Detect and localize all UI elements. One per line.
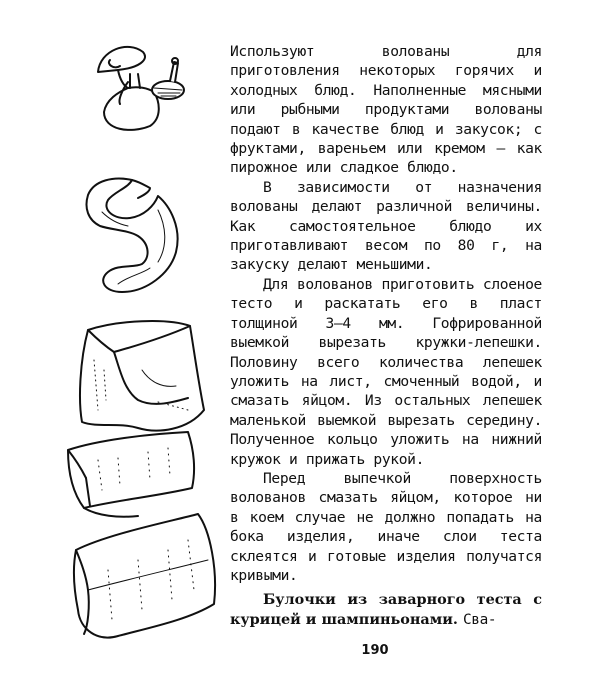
article-text [230, 42, 542, 630]
paragraph-2: В зависимости от назначения волованы делают различной величины. Как самостоятельное блюдо их приготавливают весом по 80 г, на закуску делают меньшими. [230, 178, 542, 274]
mushroom-illustration [98, 47, 184, 130]
recipe-continuation: Сва- [462, 611, 497, 628]
rolled-pastry-illustration [74, 514, 215, 638]
cut-pastry-illustration [68, 432, 194, 517]
paragraph-1: Используют волованы для приготовления некоторых горячих и холодных блюд. Наполненные мясными или рыбными продуктами волованы подают в качестве блюд и закусок; с фруктами, вареньем или кремом — как пирожное или сладкое блюдо. [230, 43, 542, 177]
page-number: 190 [361, 643, 389, 658]
folded-pastry-illustration [80, 321, 204, 430]
pastry-roll-illustration [87, 179, 178, 292]
paragraph-4: Перед выпечкой поверхность волованов смазать яйцом, которое ни в коем случае не должно попадать на бока изделия, иначе слои теста склеятся и готовые изделия получатся кривыми. [230, 469, 542, 584]
recipe-heading: Булочки из заварного теста с курицей и шампиньонами. [230, 591, 542, 628]
recipe-heading-line [230, 590, 542, 630]
illustrations [58, 30, 228, 660]
paragraph-3: Для волованов приготовить слоеное тесто и раскатать его в пласт толщиной 3—4 мм. Гофрированной выемкой вырезать кружки-лепешки. Половину всего количества лепешек уложить на лист, смоченный водой, и смазать яйцом. Из остальных лепешек маленькой выемкой вырезать середину. Полученное кольцо уложить на нижний кружок и прижать рукой. [230, 275, 542, 468]
